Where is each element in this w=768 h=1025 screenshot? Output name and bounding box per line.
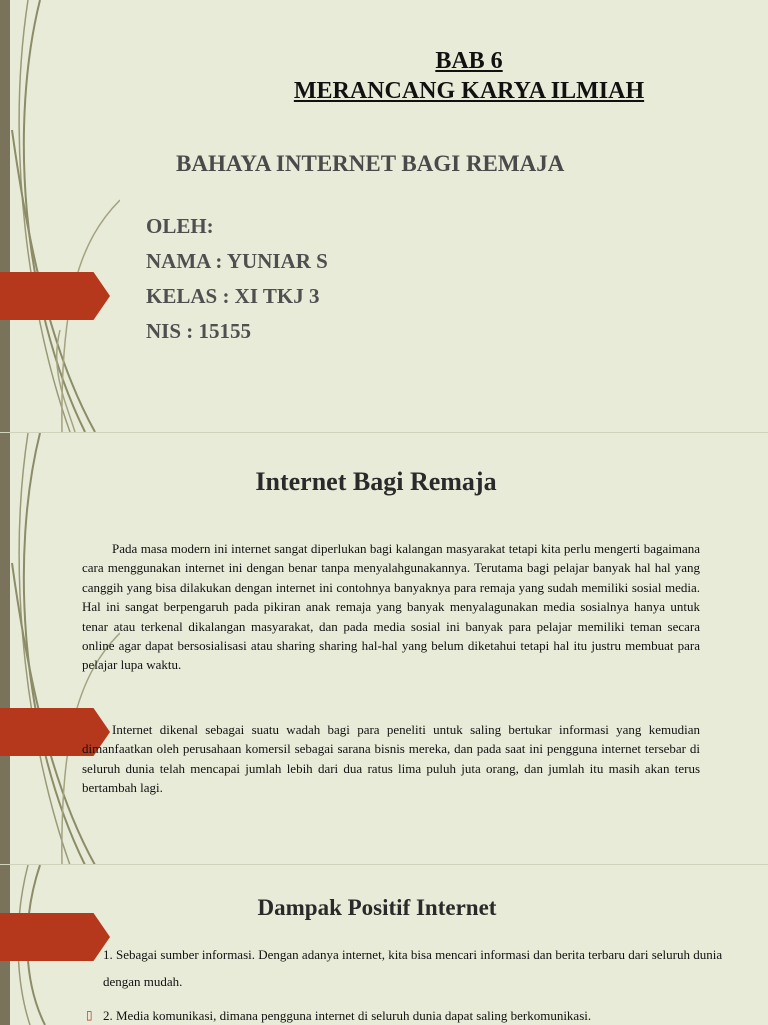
slide-dampak-positif [0, 864, 768, 1025]
author-nis: NIS : 15155 [146, 319, 252, 343]
list-item-text: 2. Media komunikasi, dimana pengguna internet di seluruh dunia dapat saling berkomunikasi. [103, 1008, 592, 1023]
slide-internet-bagi-remaja [0, 432, 768, 865]
bullet-icon: ▯ [86, 1008, 93, 1022]
chapter-title: MERANCANG KARYA ILMIAH [293, 78, 645, 104]
topic-title: BAHAYA INTERNET BAGI REMAJA [176, 151, 565, 176]
paragraph: Internet dikenal sebagai suatu wadah bagi para peneliti untuk saling bertukar informasi yang kemudian dimanfaatkan oleh perusahaan komersil sebagai sarana bisnis mereka, dan pada saat ini pengguna internet tersebar di seluruh dunia telah mencapai jumlah lebih dari dua ratus lima puluh juta orang, dan jumlah itu masih akan terus bertambah lagi. [82, 722, 700, 796]
list-item-text: 1. Sebagai sumber informasi. Dengan adanya internet, kita bisa mencari informasi dan berita terbaru dari seluruh dunia dengan mudah. [103, 947, 723, 989]
slide-title [0, 0, 768, 432]
author-label: OLEH: [146, 214, 214, 238]
paragraph: Pada masa modern ini internet sangat diperlukan bagi kalangan masyarakat tetapi kita perlu mengerti bagaimana cara menggunakan internet ini dengan benar tanpa menyalahgunakannya. Terutama bagi pelajar banyak hal hal yang canggih yang bisa dilakukan dengan internet ini contohnya banyaknya para remaja yang sudah memiliki sosial media. Hal ini sangat berpengaruh pada pikiran anak remaja yang banyak menyalagunakan media sosialnya hanya untuk tenar atau terkenal dikalangan masyarakat, dan pada media sosial ini banyak para pelajar memiliki teman secara online agar dapat bersosialisasi atau sharing sharing hal-hal yang belum diketahui tetapi hal itu justru membuat para pelajar lupa waktu. [82, 541, 700, 673]
author-name: NAMA : YUNIAR S [146, 249, 328, 273]
chapter-number: BAB 6 [435, 48, 503, 74]
slide-heading: Internet Bagi Remaja [255, 467, 497, 496]
list-item [86, 941, 726, 995]
slide-heading: Dampak Positif Internet [257, 895, 497, 920]
list-item [86, 1002, 726, 1025]
accent-tab [0, 272, 110, 320]
author-class: KELAS : XI TKJ 3 [146, 284, 320, 308]
bullet-icon: ▯ [86, 947, 93, 961]
